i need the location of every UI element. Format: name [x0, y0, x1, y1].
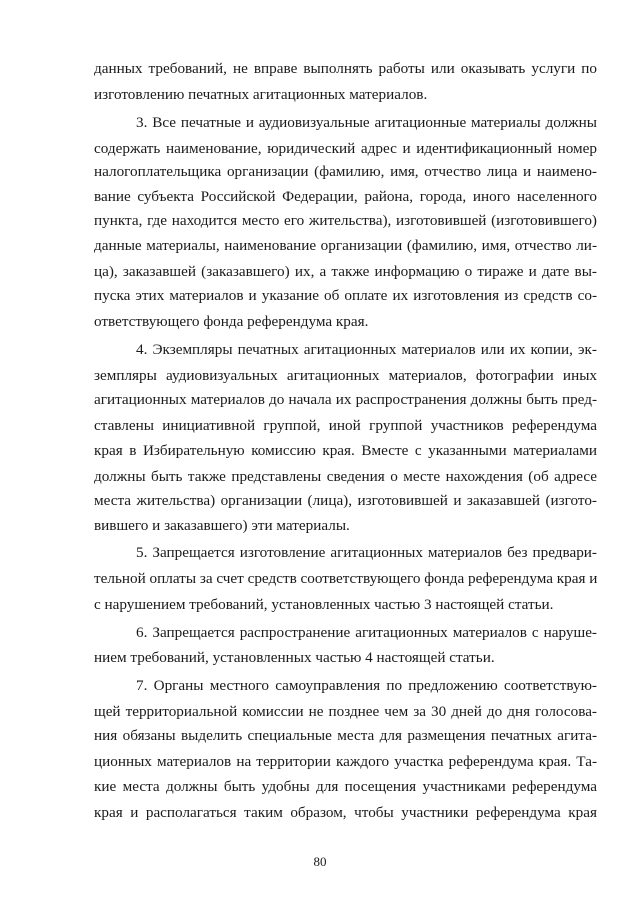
paragraph-7-first-line: 7. Органы местного самоуправления по предложению соответствую- — [136, 677, 597, 694]
text-line: земпляры аудиовизуальных агитационных материалов, фотографии иных — [94, 367, 597, 384]
text-line: ца), заказавшей (заказавшего) их, а также информацию о тираже и дате вы- — [94, 263, 597, 280]
text-line: щей территориальной комиссии не позднее чем за 30 дней до дня голосова- — [94, 703, 597, 720]
paragraph-4-first-line: 4. Экземпляры печатных агитационных материалов или их копии, эк- — [136, 341, 597, 358]
text-line: места жительства) организации (лица), изготовившей и заказавшей (изгото- — [94, 492, 597, 509]
text-line: изготовлению печатных агитационных материалов. — [94, 86, 428, 103]
text-line: вившего и заказавшего) эти материалы. — [94, 517, 350, 534]
text-line: пункта, где находится место его жительства), изготовившей (изготовившего) — [94, 212, 597, 229]
paragraph-3-first-line: 3. Все печатные и аудиовизуальные агитационные материалы должны — [136, 114, 597, 131]
text-line: налогоплательщика организации (фамилию, имя, отчество лица и наимено- — [94, 163, 597, 180]
text-line: содержать наименование, юридический адрес и идентификационный номер — [94, 140, 597, 157]
text-line: ционных материалов на территории каждого участка референдума края. Та- — [94, 753, 597, 770]
text-line: края и располагаться таким образом, чтобы участники референдума края — [94, 804, 597, 821]
text-line: ответствующего фонда референдума края. — [94, 313, 369, 330]
text-line: пуска этих материалов и указание об оплате их изготовления из средств со- — [94, 287, 597, 304]
page-number: 80 — [313, 854, 327, 869]
paragraph-5-first-line: 5. Запрещается изготовление агитационных материалов без предвари- — [136, 544, 597, 561]
text-line: ставлены инициативной группой, иной группой участников референдума — [94, 417, 597, 434]
text-line: вание субъекта Российской Федерации, района, города, иного населенного — [94, 188, 597, 205]
text-line: ния обязаны выделить специальные места для размещения печатных агита- — [94, 727, 597, 744]
text-line: кие места должны быть удобны для посещения участниками референдума — [94, 778, 597, 795]
text-line: агитационных материалов до начала их распространения должны быть пред- — [94, 391, 597, 408]
text-line: должны быть также представлены сведения о месте нахождения (об адресе — [94, 468, 597, 485]
text-line: с нарушением требований, установленных частью 3 настоящей статьи. — [94, 596, 554, 613]
text-line: тельной оплаты за счет средств соответствующего фонда референдума края и — [94, 570, 598, 587]
text-line: данные материалы, наименование организации (фамилию, имя, отчество ли- — [94, 237, 597, 254]
text-line: данных требований, не вправе выполнять работы или оказывать услуги по — [94, 60, 597, 77]
text-line: края в Избирательную комиссию края. Вместе с указанными материалами — [94, 442, 597, 459]
paragraph-6-first-line: 6. Запрещается распространение агитационных материалов с наруше- — [136, 624, 597, 641]
text-line: нием требований, установленных частью 4 настоящей статьи. — [94, 649, 495, 666]
